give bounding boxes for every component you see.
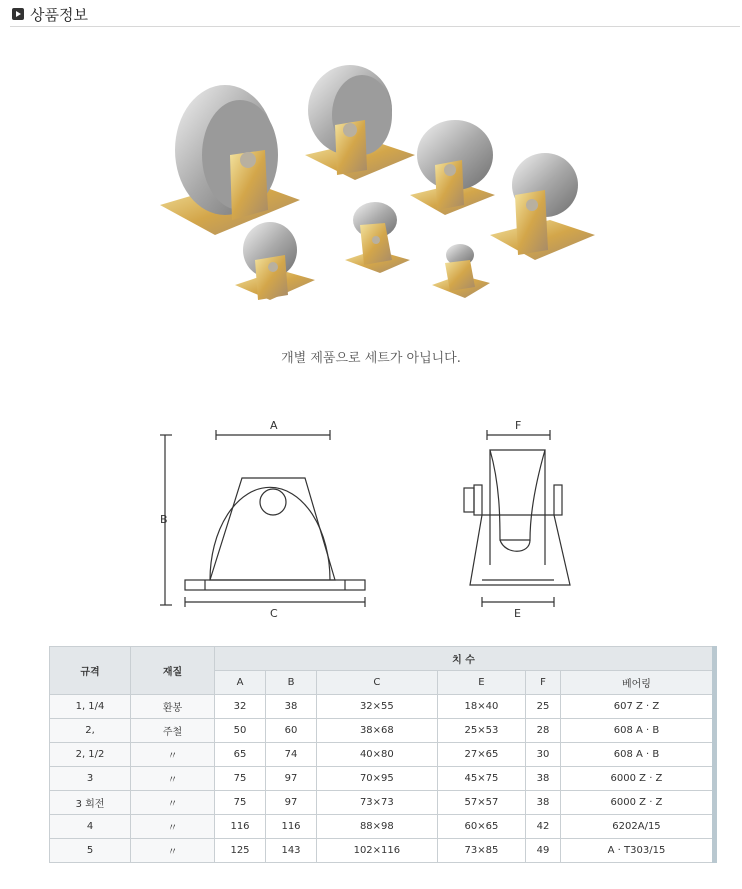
table-cell: 2, 1/2: [50, 743, 131, 767]
table-row: [50, 767, 715, 791]
table-cell: 3: [50, 767, 131, 791]
dim-label-b: B: [160, 513, 168, 526]
table-row: [50, 719, 715, 743]
table-cell: 60: [266, 719, 317, 743]
caster-large: [160, 85, 300, 235]
table-cell: 25×53: [437, 719, 525, 743]
caster-small-2: [345, 202, 410, 273]
side-view: [464, 430, 570, 607]
col-header-a: A: [215, 671, 266, 695]
table-cell: 〃: [131, 839, 215, 863]
table-cell: 〃: [131, 743, 215, 767]
table-cell: 환봉: [131, 695, 215, 719]
caster-medium-1: [305, 65, 415, 180]
front-view: [160, 430, 365, 607]
col-header-material: 재질: [131, 647, 215, 695]
table-cell: 73×73: [317, 791, 438, 815]
table-cell: 75: [215, 767, 266, 791]
table-cell: 3 회전: [50, 791, 131, 815]
table-cell: 73×85: [437, 839, 525, 863]
section-header: [10, 2, 740, 27]
col-header-dimensions: 치 수: [215, 647, 715, 671]
col-header-spec: 규격: [50, 647, 131, 695]
table-cell: 18×40: [437, 695, 525, 719]
dimension-diagram: [150, 415, 600, 625]
table-cell: 25: [526, 695, 561, 719]
dim-label-e: E: [514, 607, 521, 620]
table-cell: 32: [215, 695, 266, 719]
col-header-b: B: [266, 671, 317, 695]
table-cell: 38×68: [317, 719, 438, 743]
table-cell: 32×55: [317, 695, 438, 719]
table-cell: 70×95: [317, 767, 438, 791]
table-cell: 〃: [131, 815, 215, 839]
product-photo: [140, 55, 620, 335]
dim-label-c: C: [270, 607, 278, 620]
table-cell: A · T303/15: [560, 839, 714, 863]
table-cell: 97: [266, 791, 317, 815]
table-cell: 143: [266, 839, 317, 863]
spec-table: [49, 646, 717, 863]
table-row: [50, 839, 715, 863]
table-cell: 주철: [131, 719, 215, 743]
table-cell: 57×57: [437, 791, 525, 815]
section-title: 상품정보: [30, 6, 88, 24]
table-row: [50, 743, 715, 767]
table-cell: 38: [526, 791, 561, 815]
table-row: [50, 815, 715, 839]
table-cell: 116: [215, 815, 266, 839]
caster-small-1: [235, 222, 315, 300]
col-header-e: E: [437, 671, 525, 695]
table-cell: 607 Z · Z: [560, 695, 714, 719]
table-cell: 4: [50, 815, 131, 839]
col-header-bearing: 베어링: [560, 671, 714, 695]
table-cell: 5: [50, 839, 131, 863]
caster-medium-3: [490, 153, 595, 260]
table-cell: 125: [215, 839, 266, 863]
caster-small-3: [432, 244, 490, 298]
table-row: [50, 695, 715, 719]
table-cell: 608 A · B: [560, 743, 714, 767]
table-cell: 42: [526, 815, 561, 839]
table-cell: 97: [266, 767, 317, 791]
play-square-icon: [12, 8, 24, 20]
dim-label-f: F: [515, 419, 522, 432]
table-cell: 102×116: [317, 839, 438, 863]
table-cell: 〃: [131, 767, 215, 791]
product-note: 개별 제품으로 세트가 아닙니다.: [281, 351, 461, 366]
table-cell: 38: [526, 767, 561, 791]
col-header-c: C: [317, 671, 438, 695]
table-cell: 75: [215, 791, 266, 815]
table-cell: 1, 1/4: [50, 695, 131, 719]
table-cell: 38: [266, 695, 317, 719]
table-cell: 45×75: [437, 767, 525, 791]
table-cell: 〃: [131, 791, 215, 815]
table-cell: 6202A/15: [560, 815, 714, 839]
table-row: [50, 791, 715, 815]
table-cell: 28: [526, 719, 561, 743]
table-cell: 6000 Z · Z: [560, 767, 714, 791]
col-header-f: F: [526, 671, 561, 695]
table-cell: 49: [526, 839, 561, 863]
table-cell: 30: [526, 743, 561, 767]
dim-label-a: A: [270, 419, 278, 432]
table-cell: 74: [266, 743, 317, 767]
caster-medium-2: [410, 120, 495, 215]
table-cell: 40×80: [317, 743, 438, 767]
table-cell: 50: [215, 719, 266, 743]
table-cell: 608 A · B: [560, 719, 714, 743]
table-cell: 60×65: [437, 815, 525, 839]
table-cell: 2,: [50, 719, 131, 743]
table-cell: 116: [266, 815, 317, 839]
table-cell: 65: [215, 743, 266, 767]
table-cell: 88×98: [317, 815, 438, 839]
table-cell: 27×65: [437, 743, 525, 767]
table-cell: 6000 Z · Z: [560, 791, 714, 815]
